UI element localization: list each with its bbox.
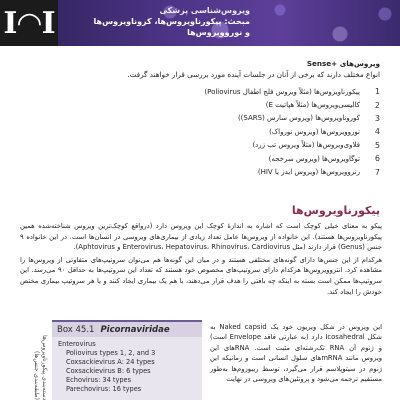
list-text: کوروناویروس‌ها (ویروس سارس (SARS)) (237, 114, 360, 123)
box-line: Poliovirus types 1, 2, and 3 (66, 349, 156, 357)
intro-paragraph (20, 58, 380, 80)
list-number: 1 (374, 87, 380, 97)
box-line: Echovirus: 34 types (66, 376, 132, 384)
right-column-text: این ویروس در شکل ویریون خود یک Naked capsid به شکل Icosahedral دارد (به عبارتی فاقد Envelope است) و ژنوم آن RNA تک‌رشته‌ای مثبت است. RNAهای این ویروس مانند mRNAهای سلول انسانی است و زمانیکه این ژنوم در سیتوپلاسم قرار می‌گیرد، توسط ریبوزوم‌ها به‌طور مستقیم ترجمه می‌شود و پروتئین‌های ویروسی در نهایت (210, 323, 382, 384)
section-body (20, 221, 382, 299)
header-text (60, 6, 250, 38)
intro-sentence: انواع مختلف دارند که برخی از آنان در جلسات آینده مورد بررسی قرار خواهند گرفت. (127, 70, 380, 79)
list-item (20, 85, 380, 98)
list-number: 5 (374, 140, 380, 150)
list-text: پیکورناویروس‌ها (مثلاً ویروس فلج اطفال Poliovirus) (204, 87, 360, 96)
virus-list (20, 85, 380, 179)
header-line-1: ویروس‌شناسی پزشکی (159, 6, 250, 15)
logo: Ι◠Ι (0, 0, 58, 46)
box-line: Parechovirus: 16 types (66, 385, 142, 393)
box-line: Coxsackievirus B: 6 types (66, 367, 151, 375)
section-title: پیکورناویروس‌ها (291, 204, 380, 217)
list-number: 6 (374, 154, 380, 164)
box-header (52, 322, 202, 337)
list-item (20, 98, 380, 111)
list-text: توگاویروس‌ها (ویروس سرخجه) (268, 154, 360, 163)
list-item (20, 152, 380, 165)
list-item (20, 125, 380, 138)
list-number: 3 (374, 113, 380, 123)
list-text: فلاوی‌ویروس‌ها (مثلاً ویروس تب زرد) (252, 141, 360, 150)
list-number: 7 (374, 167, 380, 177)
list-text: کالیسی‌ویروس‌ها (مثلاً هپاتیت E) (265, 101, 360, 110)
box-body (52, 337, 202, 397)
header-banner (0, 0, 400, 46)
header-line-2: مبحث: پیکورناویروس‌ها، کرونا‌ویروس‌ها (93, 17, 250, 26)
body-paragraph-2: هرکدام از این جنس‌ها دارای گونه‌های مختلفی هستند و در میان این گونه‌ها هم می‌توان سروتیپ‌های متفاوتی از ویروس‌ها را مشاهده کرد. انتروویروس‌ها هرکدام دارای سروتیپ‌های مخصوص خود هستند که تعداد این سروتیپ‌ها به حداقل ۹۰ می‌رسد. این سروتیپ‌ها ممکن است بسته به اینکه چه بافتی را هدف قرار می‌دهند، با هم یک بیماری ایجاد کنند و یا هر سروتیپ بیماری مختص خودش را ایجاد کند. (20, 255, 382, 296)
header-line-3: و نوروویروس‌ها (187, 28, 250, 37)
body-paragraph-1: پیکو به معنای خیلی کوچک است که اشاره به اندازهٔ کوچک این ویروس دارد (درواقع کوچک‌ترین ویروس شناخته‌شده همین پیکورناویروس‌ها هستند). این خانواده از ویروس‌ها عامل تعداد زیادی از بیماری‌های ویروسی در انسان‌ها است. در این خانواده ۹ جنس (Genus) قرار دارند (مثل Enterovirus، Hepatovirus، Rhinovirus، Cardiovirus و Aphtovirus). (20, 222, 382, 252)
list-number: 4 (374, 127, 380, 137)
box-line: Enterovirus (58, 340, 96, 348)
list-number: 2 (374, 100, 380, 110)
list-item (20, 165, 380, 178)
list-item (20, 112, 380, 125)
list-text: نوروویروس‌ها (ویروس نورواک) (269, 127, 360, 136)
box-line: Coxsackievirus A: 24 types (66, 358, 155, 366)
box-title: Picornaviridae (100, 324, 170, 335)
side-note: دسته‌بندی پیکورناویروس‌ها (طبقه‌بندی جنس‌ها) (33, 334, 48, 400)
list-text: رتروویروس‌ها (ویروس ایدز یا HIV) (257, 168, 360, 177)
intro-lead: ویروس‌های Sense+ (306, 59, 380, 68)
box-picornaviridae (52, 320, 202, 400)
list-item (20, 139, 380, 152)
box-number: Box 45.1 (57, 324, 95, 335)
